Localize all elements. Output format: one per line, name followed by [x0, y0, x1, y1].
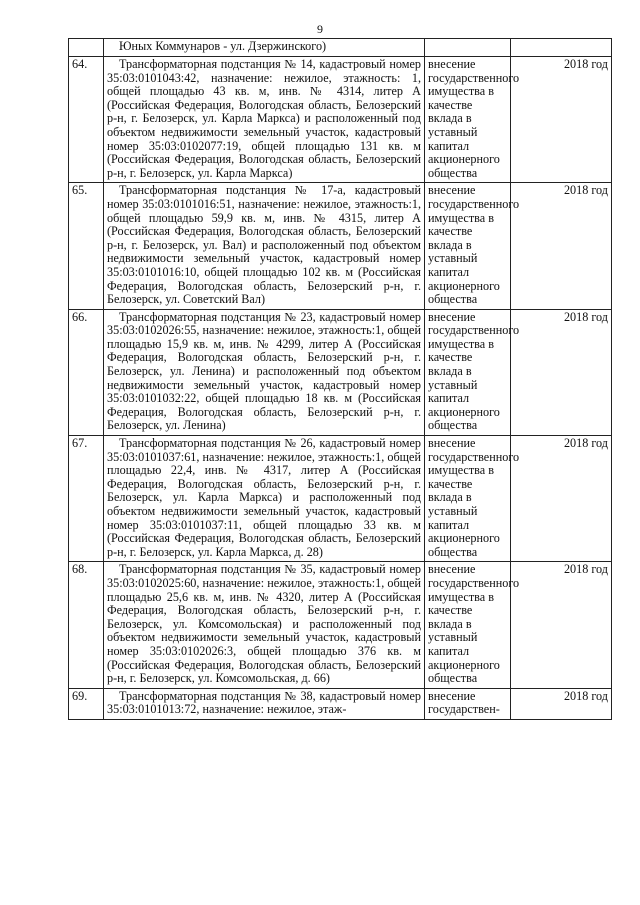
row-description: Трансформаторная подстанция № 14, кадастровый номер 35:03:0101043:42, назначение: нежилое, этажность: 1, общей площадью 43 кв. м, инв. № 4314, литер А (Российская Федерация, Вологодская область, Белозерский р-н, г. Белозерск, ул. Карла Маркса) и расположенный под объектом недвижимости земельный участок, кадастровый номер 35:03:0102077:19, общей площадью 131 кв. м (Российская Федерация, Вологодская область, Белозерский р-н, г. Белозерск, ул. Карла Маркса): [104, 57, 425, 183]
row-privatization-method: внесение государствен-: [425, 688, 511, 719]
table-row: [69, 183, 612, 309]
row-privatization-method: внесение государственного имущества в качестве вклада в уставный капитал акционерного общества: [425, 562, 511, 688]
table-row: [69, 562, 612, 688]
row-year: 2018 год: [511, 436, 612, 562]
row-privatization-method: внесение государственного имущества в качестве вклада в уставный капитал акционерного общества: [425, 309, 511, 435]
row-number: 65.: [69, 183, 104, 309]
table-row: [69, 57, 612, 183]
row-description: Трансформаторная подстанция № 17-а, кадастровый номер 35:03:0101016:51, назначение: нежилое, этажность:1, общей площадью 59,9 кв. м, инв. № 4315, литер А (Российская Федерация, Вологодская область, Белозерский р-н, г. Белозерск, ул. Вал) и расположенный под объектом недвижимости земельный участок, кадастровый номер 35:03:0101016:10, общей площадью 102 кв. м (Российская Федерация, Вологодская область, Белозерский р-н, г. Белозерск, ул. Советский Вал): [104, 183, 425, 309]
table-row: [69, 309, 612, 435]
row-number: 68.: [69, 562, 104, 688]
row-description: Трансформаторная подстанция № 23, кадастровый номер 35:03:0102026:55, назначение: нежилое, этажность:1, общей площадью 15,9 кв. м, инв. № 4299, литер А (Российская Федерация, Вологодская область, Белозерский р-н, г. Белозерск, ул. Ленина) и расположенный под объектом недвижимости земельный участок, кадастровый номер 35:03:0101032:22, общей площадью 18 кв. м (Российская Федерация, Вологодская область, Белозерский р-н, г. Белозерск, ул. Ленина): [104, 309, 425, 435]
row-year: 2018 год: [511, 562, 612, 688]
description-cell: Юных Коммунаров - ул. Дзержинского): [104, 39, 425, 57]
row-number: 69.: [69, 688, 104, 719]
row-privatization-method: внесение государственного имущества в качестве вклада в уставный капитал акционерного общества: [425, 436, 511, 562]
privatization-table: [68, 38, 612, 720]
row-number: 67.: [69, 436, 104, 562]
row-year: 2018 год: [511, 688, 612, 719]
row-privatization-method: внесение государственного имущества в качестве вклада в уставный капитал акционерного общества: [425, 57, 511, 183]
number-cell: [69, 39, 104, 57]
row-description: Трансформаторная подстанция № 35, кадастровый номер 35:03:0102025:60, назначение: нежилое, этажность:1, общей площадью 25,6 кв. м, инв. № 4320, литер А (Российская Федерация, Вологодская область, Белозерский р-н, г. Белозерск, ул. Комсомольская) и расположенный под объектом недвижимости земельный участок, кадастровый номер 35:03:0102026:3, общей площадью 376 кв. м (Российская Федерация, Вологодская область, Белозерский р-н, г. Белозерск, ул. Комсомольская, д. 66): [104, 562, 425, 688]
row-description: Трансформаторная подстанция № 38, кадастровый номер 35:03:0101013:72, назначение: нежилое, этаж-: [104, 688, 425, 719]
row-year: 2018 год: [511, 57, 612, 183]
row-number: 64.: [69, 57, 104, 183]
table-row: [69, 688, 612, 719]
row-number: 66.: [69, 309, 104, 435]
row-privatization-method: внесение государственного имущества в качестве вклада в уставный капитал акционерного общества: [425, 183, 511, 309]
table-row: [69, 436, 612, 562]
year-cell: [511, 39, 612, 57]
page-number: 9: [317, 22, 323, 36]
method-cell: [425, 39, 511, 57]
table-row-continuation: [69, 39, 612, 57]
row-year: 2018 год: [511, 183, 612, 309]
row-year: 2018 год: [511, 309, 612, 435]
row-description: Трансформаторная подстанция № 26, кадастровый номер 35:03:0101037:61, назначение: нежилое, этажность:1, общей площадью 22,4, инв. № 4317, литер А (Российская Федерация, Вологодская область, Белозерский р-н, г. Белозерск, ул. Карла Маркса) и расположенный под объектом недвижимости земельный участок, кадастровый номер 35:03:0101037:11, общей площадью 33 кв. м (Российская Федерация, Вологодская область, Белозерский р-н, г. Белозерск, ул. Карла Маркса, д. 28): [104, 436, 425, 562]
